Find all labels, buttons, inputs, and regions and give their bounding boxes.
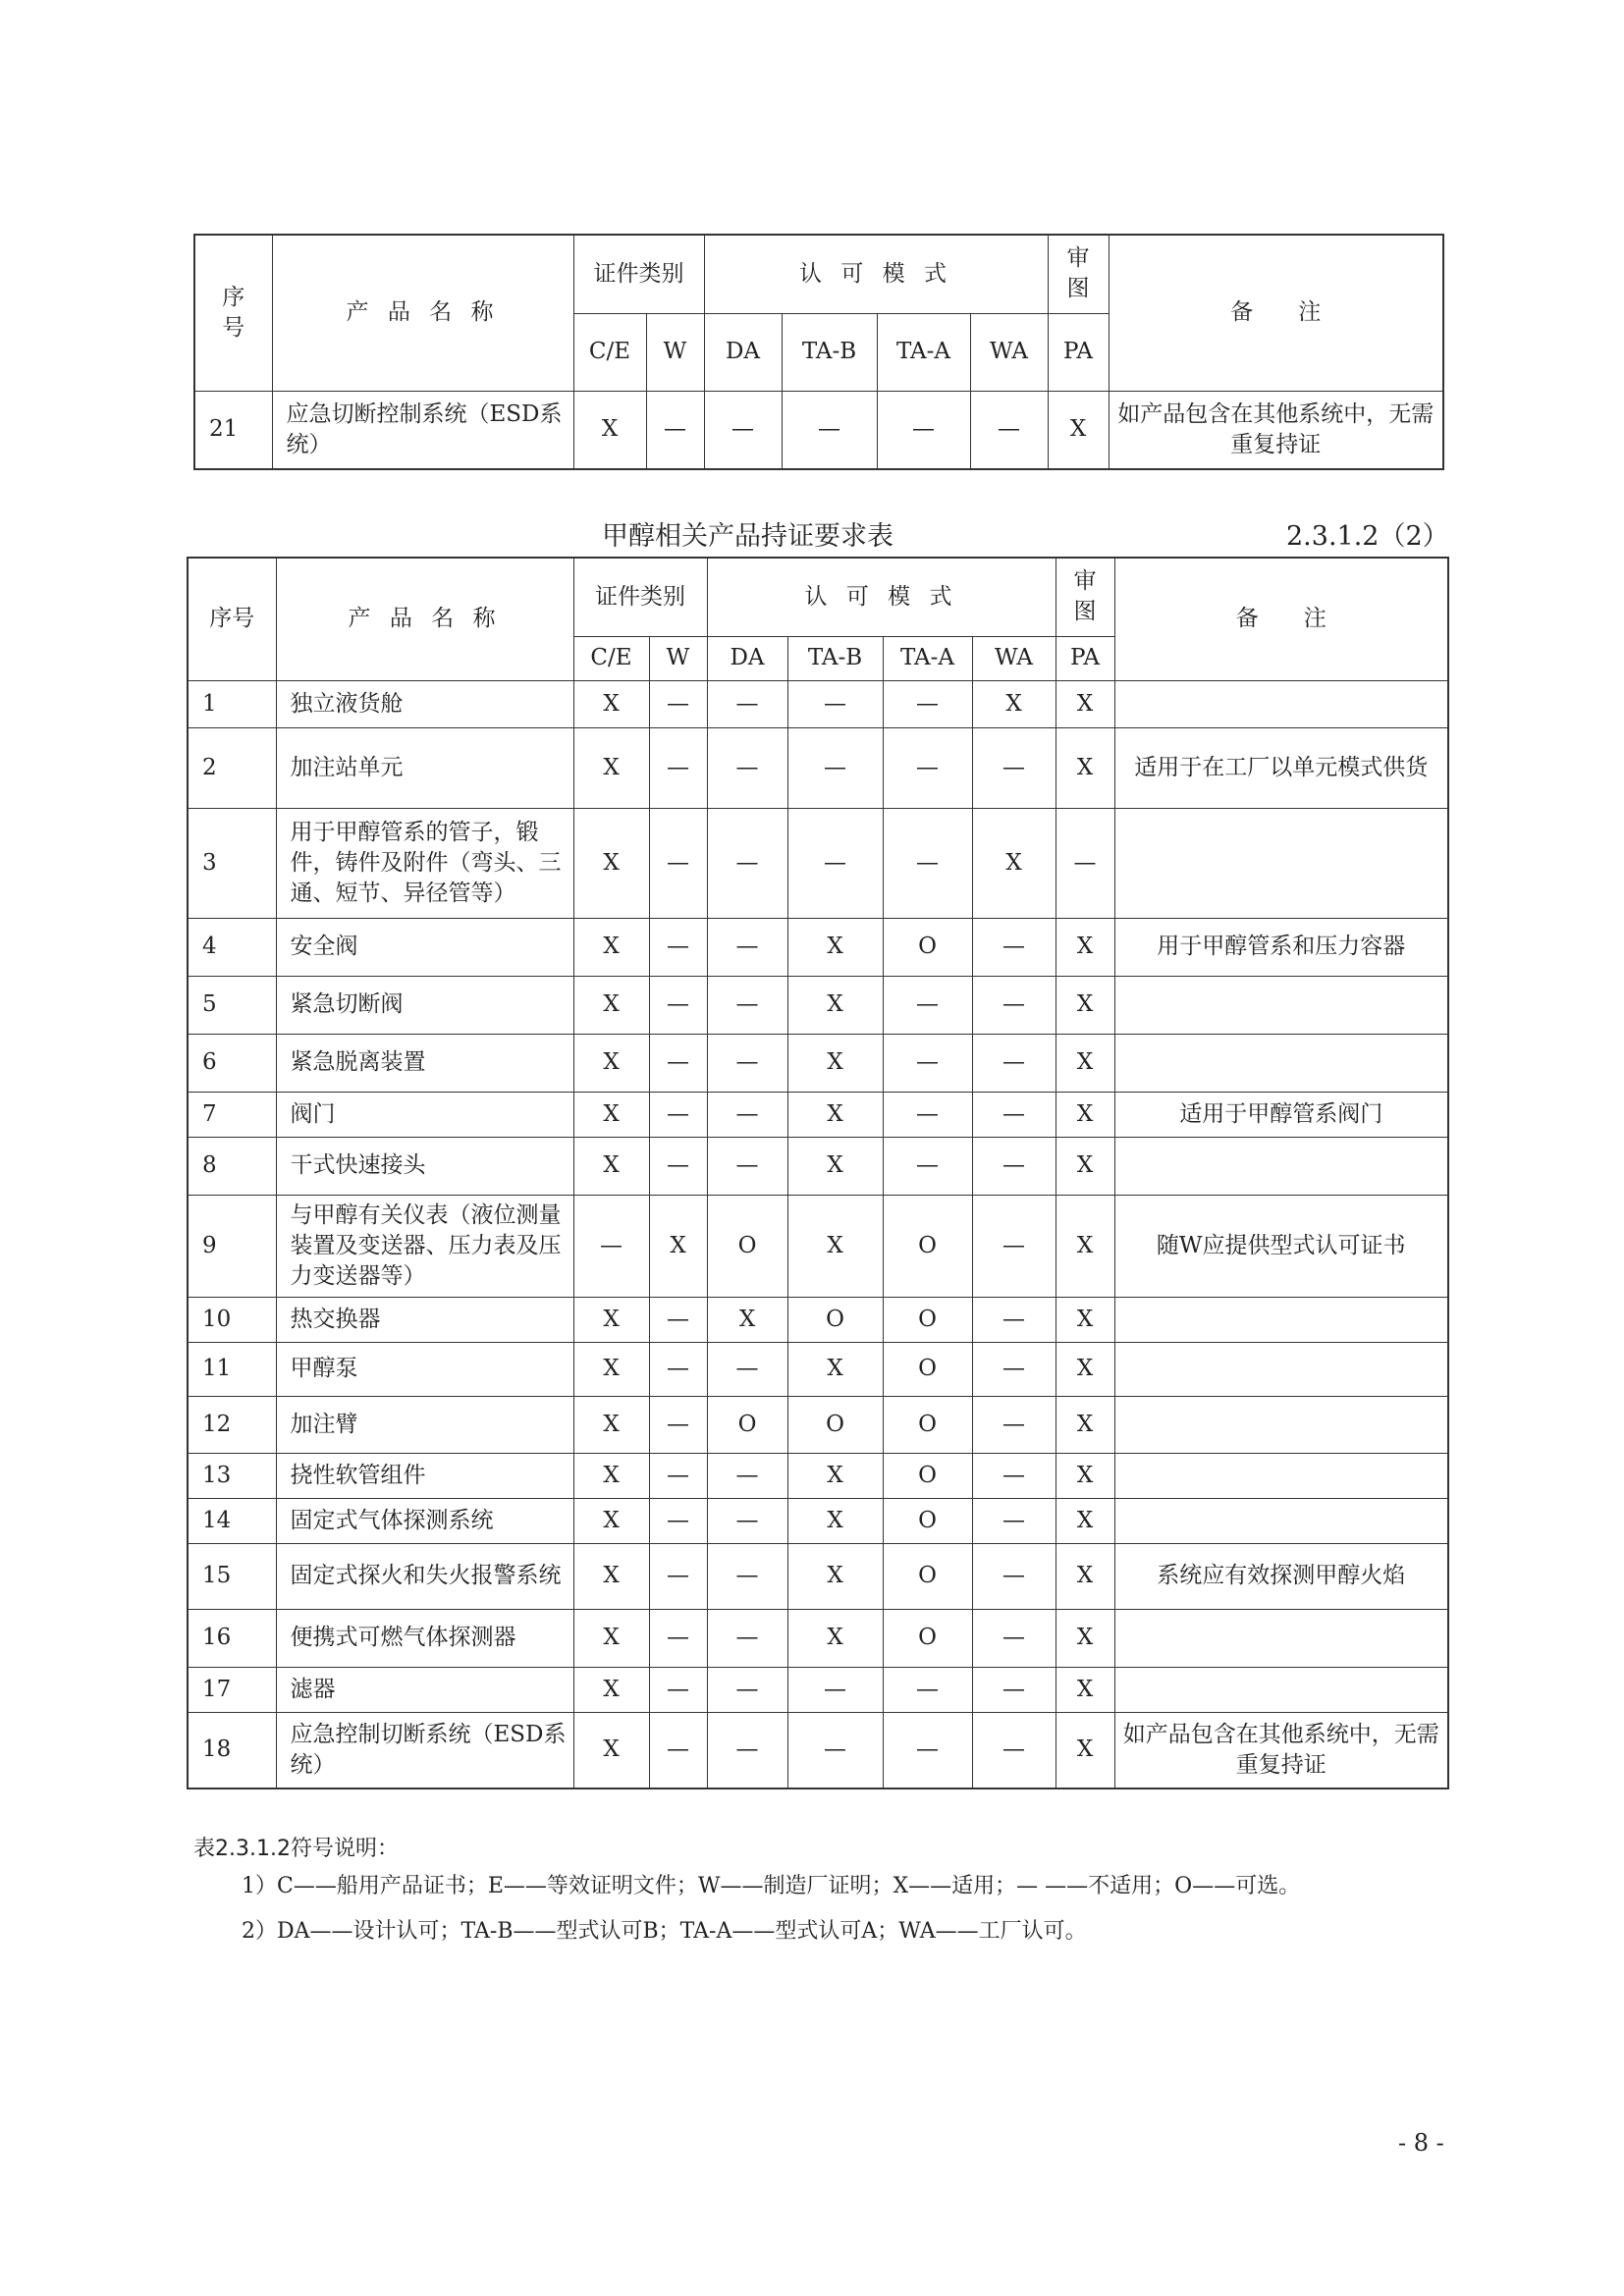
remark [1114,1396,1448,1453]
cell-wa: — [970,391,1048,469]
product-name: 干式快速接头 [276,1137,573,1195]
header-approval-mode: 认 可 模 式 [704,235,1048,313]
remark [1114,1034,1448,1092]
header-plan-review: 审图 [1048,235,1109,313]
remark: 用于甲醇管系和压力容器 [1114,918,1448,976]
cell-ce: X [573,1092,649,1137]
row-no: 6 [188,1034,276,1092]
header-product-name: 产 品 名 称 [272,235,573,391]
cell-ta-a: O [883,1543,972,1609]
cell-pa: X [1056,1034,1114,1092]
cell-ta-b: — [782,391,877,469]
cell-ce: X [573,1396,649,1453]
product-name: 固定式探火和失火报警系统 [276,1543,573,1609]
table-row [194,391,1443,469]
cell-w: — [649,1092,707,1137]
t1-header [194,235,1443,391]
cell-ta-b: — [787,1667,883,1712]
cell-da: X [707,1297,787,1342]
cell-w: — [649,918,707,976]
remark: 系统应有效探测甲醇火焰 [1114,1543,1448,1609]
header-col-tab: TA-B [782,313,877,391]
cell-ce: X [573,727,649,808]
product-name: 热交换器 [276,1297,573,1342]
cell-da: — [707,1034,787,1092]
product-name: 安全阀 [276,918,573,976]
cell-w: — [649,1453,707,1498]
table-row [188,1396,1448,1453]
cell-pa: X [1056,1396,1114,1453]
cell-ce: X [573,1342,649,1396]
cell-pa: X [1056,918,1114,976]
cell-pa: X [1056,976,1114,1034]
table-row [188,680,1448,727]
remark: 如产品包含在其他系统中，无需重复持证 [1109,391,1443,469]
cell-wa: — [972,1195,1056,1297]
header-col-w: W [649,636,707,680]
cell-ce: X [573,680,649,727]
header-col-da: DA [704,313,782,391]
product-name: 紧急脱离装置 [276,1034,573,1092]
cell-wa: — [972,1498,1056,1543]
cell-ta-b: X [787,1342,883,1396]
cell-wa: — [972,1092,1056,1137]
cell-ta-b: X [787,1137,883,1195]
cell-wa: — [972,1034,1056,1092]
header-remark: 备 注 [1114,558,1448,680]
t2-header [188,558,1448,680]
cell-wa: — [972,1667,1056,1712]
product-name: 用于甲醇管系的管子，锻件，铸件及附件（弯头、三通、短节、异径管等） [276,808,573,918]
cell-ce: X [573,1137,649,1195]
cell-wa: — [972,1342,1056,1396]
remark [1114,1667,1448,1712]
table-row [188,1609,1448,1667]
cell-w: — [646,391,704,469]
cell-w: — [649,1396,707,1453]
cell-ce: X [573,1712,649,1789]
cell-da: — [707,918,787,976]
cell-da: O [707,1396,787,1453]
header-col-ce: C/E [573,636,649,680]
cell-da: — [707,976,787,1034]
remark [1114,1609,1448,1667]
cell-pa: X [1056,1498,1114,1543]
cell-ta-a: O [883,1396,972,1453]
legend-line-1: 1）C——船用产品证书；E——等效证明文件；W——制造厂证明；X——适用；— ——不适用；O——可选。 [242,1874,1301,1898]
legend-title: 表2.3.1.2符号说明： [193,1837,399,1861]
cell-ta-b: X [787,1498,883,1543]
cell-wa: — [972,1137,1056,1195]
remark [1114,1342,1448,1396]
table-row [188,1498,1448,1543]
product-name: 固定式气体探测系统 [276,1498,573,1543]
cell-pa: X [1056,1137,1114,1195]
row-no: 2 [188,727,276,808]
cell-w: — [649,1498,707,1543]
cell-ta-a: O [883,1342,972,1396]
cell-ce: X [573,918,649,976]
cell-da: — [707,1712,787,1789]
product-name: 紧急切断阀 [276,976,573,1034]
remark [1114,680,1448,727]
t1-body [194,391,1443,469]
cell-ce: X [573,1498,649,1543]
cell-ce: X [573,391,646,469]
product-name: 挠性软管组件 [276,1453,573,1498]
remark [1114,1453,1448,1498]
header-approval-mode: 认 可 模 式 [707,558,1056,636]
cell-ta-a: — [883,680,972,727]
cell-da: — [707,1092,787,1137]
cell-wa: X [972,680,1056,727]
cell-ta-b: X [787,918,883,976]
cell-ta-b: X [787,1092,883,1137]
cell-ta-a: — [883,976,972,1034]
row-no: 9 [188,1195,276,1297]
cell-ta-b: — [787,808,883,918]
table-row [188,1195,1448,1297]
cell-wa: — [972,1297,1056,1342]
cell-wa: — [972,918,1056,976]
cell-pa: X [1056,1453,1114,1498]
cell-w: X [649,1195,707,1297]
cell-pa: — [1056,808,1114,918]
table-row [188,1667,1448,1712]
table-row [188,727,1448,808]
row-no: 7 [188,1092,276,1137]
cell-da: — [707,1667,787,1712]
cell-ta-b: X [787,1453,883,1498]
table-row [188,1543,1448,1609]
cell-w: — [649,808,707,918]
row-no: 21 [194,391,272,469]
cell-ta-a: O [883,1297,972,1342]
cell-w: — [649,1297,707,1342]
cell-ta-b: X [787,1034,883,1092]
cell-ce: X [573,976,649,1034]
product-name: 阀门 [276,1092,573,1137]
cell-da: — [707,1609,787,1667]
header-col-tab: TA-B [787,636,883,680]
remark: 随W应提供型式认可证书 [1114,1195,1448,1297]
cell-ta-b: O [787,1396,883,1453]
row-no: 1 [188,680,276,727]
cell-ta-b: — [787,727,883,808]
cell-da: — [707,727,787,808]
cell-da: — [707,808,787,918]
cell-w: — [649,1712,707,1789]
table-row [188,808,1448,918]
cell-wa: X [972,808,1056,918]
cell-ce: X [573,1453,649,1498]
cell-pa: X [1056,680,1114,727]
row-no: 8 [188,1137,276,1195]
cell-wa: — [972,1543,1056,1609]
cell-ta-a: — [883,727,972,808]
cell-w: — [649,976,707,1034]
cell-pa: X [1048,391,1109,469]
header-plan-review: 审图 [1056,558,1114,636]
header-no: 序号 [188,558,276,680]
row-no: 3 [188,808,276,918]
t2-body [188,680,1448,1789]
table-row [188,1137,1448,1195]
cell-ta-b: — [787,680,883,727]
cell-w: — [649,1137,707,1195]
product-name: 应急切断控制系统（ESD系统） [272,391,573,469]
cell-ta-a: — [883,1034,972,1092]
table-row [188,918,1448,976]
cell-ce: X [573,808,649,918]
header-col-pa: PA [1056,636,1114,680]
cell-ta-a: — [883,808,972,918]
header-col-taa: TA-A [883,636,972,680]
cell-da: — [707,1342,787,1396]
cell-da: — [707,1543,787,1609]
table-row [188,1712,1448,1789]
header-cert-type: 证件类别 [573,235,704,313]
cell-ta-a: O [883,1498,972,1543]
cell-ce: — [573,1195,649,1297]
row-no: 13 [188,1453,276,1498]
header-col-pa: PA [1048,313,1109,391]
table-row [188,1342,1448,1396]
product-name: 加注站单元 [276,727,573,808]
cell-w: — [649,1609,707,1667]
row-no: 18 [188,1712,276,1789]
cell-pa: X [1056,1092,1114,1137]
product-name: 甲醇泵 [276,1342,573,1396]
cell-ta-a: — [883,1712,972,1789]
remark [1114,1297,1448,1342]
legend-line-2: 2）DA——设计认可；TA-B——型式认可B；TA-A——型式认可A；WA——工厂认可。 [242,1919,1087,1944]
cell-ta-b: — [787,1712,883,1789]
cell-wa: — [972,1453,1056,1498]
table-row [188,1453,1448,1498]
row-no: 12 [188,1396,276,1453]
table-number: 2.3.1.2（2） [1286,521,1449,552]
cell-ta-a: — [877,391,970,469]
row-no: 10 [188,1297,276,1342]
row-no: 4 [188,918,276,976]
product-name: 滤器 [276,1667,573,1712]
cell-da: — [707,1453,787,1498]
cell-pa: X [1056,1712,1114,1789]
cell-w: — [649,727,707,808]
cell-ta-a: O [883,1195,972,1297]
cell-w: — [649,1667,707,1712]
cell-ta-b: X [787,1609,883,1667]
header-no: 序号 [194,235,272,391]
row-no: 14 [188,1498,276,1543]
cell-ta-a: O [883,1453,972,1498]
row-no: 16 [188,1609,276,1667]
table-row [188,1034,1448,1092]
row-no: 5 [188,976,276,1034]
cell-da: — [704,391,782,469]
table-row [188,976,1448,1034]
table-row [188,1297,1448,1342]
cell-pa: X [1056,1667,1114,1712]
methanol-products-table [187,557,1449,1789]
cell-ta-b: X [787,1543,883,1609]
header-col-wa: WA [970,313,1048,391]
table-title: 甲醇相关产品持证要求表 [602,521,893,552]
cell-pa: X [1056,1297,1114,1342]
header-product-name: 产 品 名 称 [276,558,573,680]
cell-ce: X [573,1609,649,1667]
cell-ce: X [573,1667,649,1712]
remark [1114,976,1448,1034]
product-name: 应急控制切断系统（ESD系统） [276,1712,573,1789]
table-row [188,1092,1448,1137]
cell-pa: X [1056,1543,1114,1609]
product-name: 加注臂 [276,1396,573,1453]
cell-w: — [649,1034,707,1092]
product-name: 独立液货舱 [276,680,573,727]
cell-wa: — [972,1396,1056,1453]
header-remark: 备 注 [1109,235,1443,391]
table-continuation [193,234,1444,470]
cell-da: — [707,1137,787,1195]
product-name: 便携式可燃气体探测器 [276,1609,573,1667]
row-no: 15 [188,1543,276,1609]
cell-da: — [707,680,787,727]
cell-ta-a: — [883,1137,972,1195]
remark [1114,808,1448,918]
cell-ta-a: — [883,1667,972,1712]
cell-ce: X [573,1543,649,1609]
page-number: - 8 - [1398,2129,1444,2157]
cell-da: — [707,1498,787,1543]
cell-w: — [649,1342,707,1396]
header-col-wa: WA [972,636,1056,680]
cell-ta-b: O [787,1297,883,1342]
cell-w: — [649,680,707,727]
header-col-ce: C/E [573,313,646,391]
cell-wa: — [972,976,1056,1034]
remark: 适用于甲醇管系阀门 [1114,1092,1448,1137]
cell-pa: X [1056,1342,1114,1396]
header-cert-type: 证件类别 [573,558,707,636]
cell-da: O [707,1195,787,1297]
remark [1114,1137,1448,1195]
cell-ce: X [573,1297,649,1342]
cell-pa: X [1056,1195,1114,1297]
cell-ce: X [573,1034,649,1092]
cell-wa: — [972,727,1056,808]
cell-pa: X [1056,727,1114,808]
cell-ta-b: X [787,1195,883,1297]
cell-wa: — [972,1609,1056,1667]
remark: 适用于在工厂以单元模式供货 [1114,727,1448,808]
row-no: 11 [188,1342,276,1396]
remark [1114,1498,1448,1543]
header-col-w: W [646,313,704,391]
cell-ta-a: — [883,1092,972,1137]
cell-ta-a: O [883,918,972,976]
cell-w: — [649,1543,707,1609]
header-col-taa: TA-A [877,313,970,391]
cell-pa: X [1056,1609,1114,1667]
product-name: 与甲醇有关仪表（液位测量装置及变送器、压力表及压力变送器等） [276,1195,573,1297]
cell-wa: — [972,1712,1056,1789]
remark: 如产品包含在其他系统中，无需重复持证 [1114,1712,1448,1789]
header-col-da: DA [707,636,787,680]
cell-ta-b: X [787,976,883,1034]
cell-ta-a: O [883,1609,972,1667]
row-no: 17 [188,1667,276,1712]
